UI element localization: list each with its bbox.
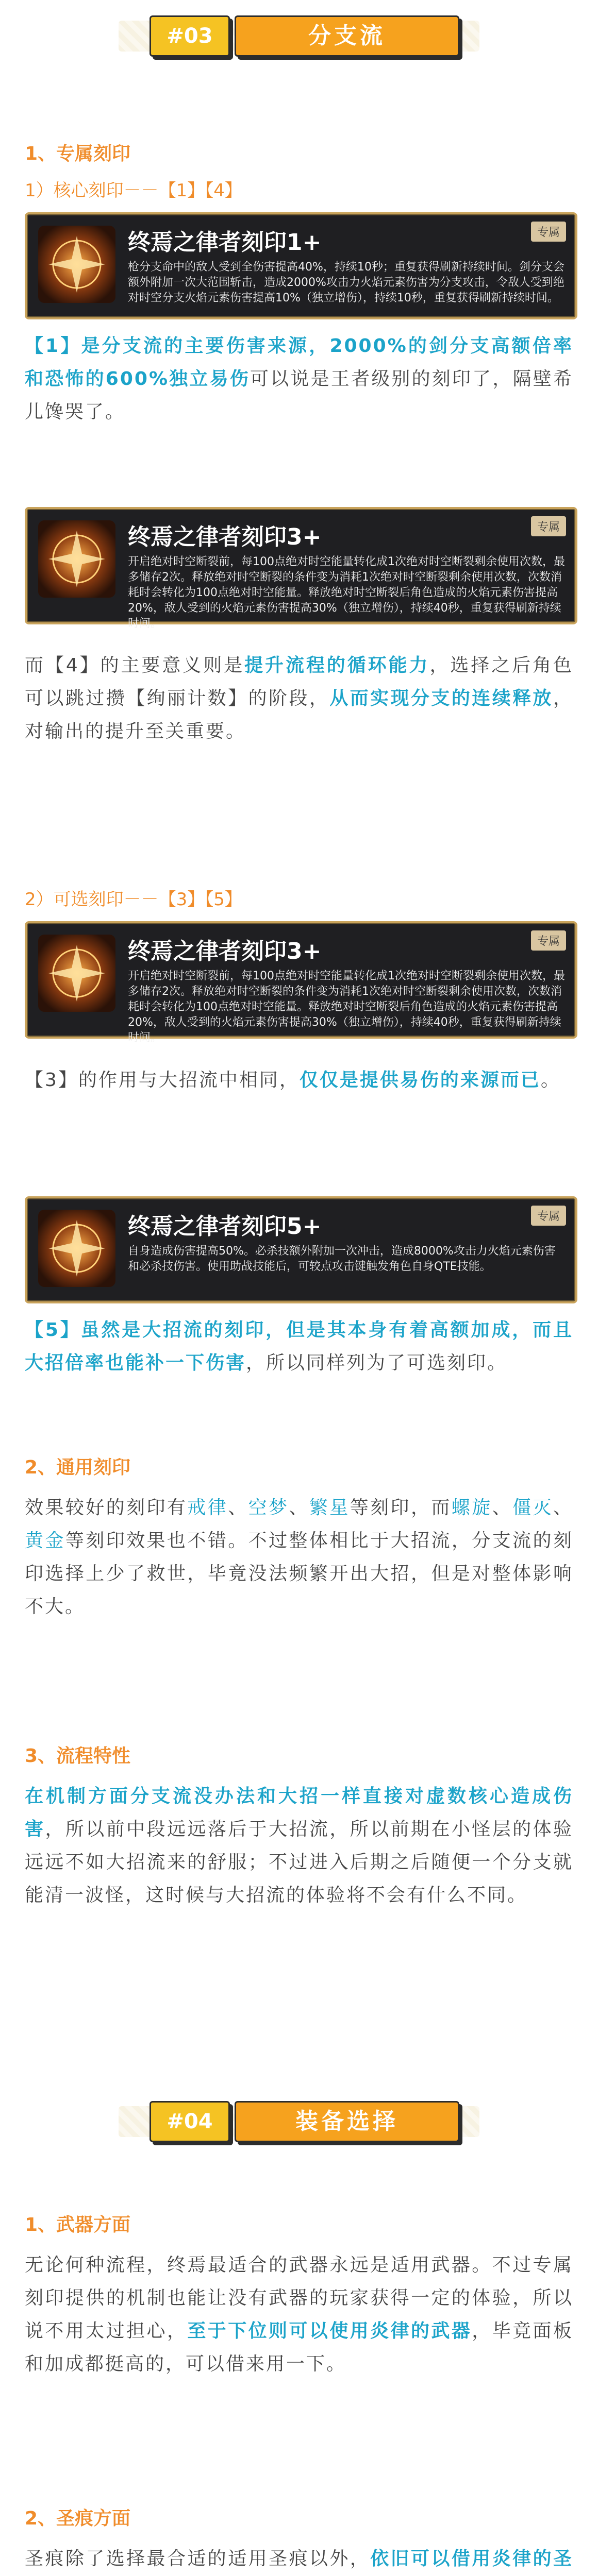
body-text: 圣痕除了选择最合适的适用圣痕以外， — [25, 2548, 371, 2569]
body-text: ，选择之后角色可以跳过攒【绚丽计数】的阶段， — [25, 655, 573, 709]
highlight-text: 而且大招倍率也能补一下伤害 — [25, 1319, 573, 1374]
body-text: 等刻印，而 — [350, 1497, 452, 1518]
body-text: ，对输出的提升至关重要。 — [25, 688, 573, 742]
body-text: ，所以前中段远远落后于大招流，所以前期在小怪层的体验远远不如大招流来的舒服；不过进入后期之后随便一个分支就能清一波怪，这时候与大招流的体验将不会有什么不同。 — [25, 1819, 573, 1906]
paragraph-stigma-1 — [25, 330, 573, 429]
exclusive-badge: 专属 — [531, 930, 566, 951]
highlight-text: 依旧可以借用炎律的圣 — [370, 2548, 573, 2569]
card-title: 终焉之律者刻印1+ — [128, 229, 322, 256]
highlight-text: 从而实现分支的连续释放 — [329, 688, 553, 709]
stigma-name: 僵灭 — [512, 1497, 553, 1518]
highlight-text: 【5】虽然是大招流的刻印，但是其本身有着高额加成， — [25, 1319, 533, 1341]
highlight-text: 提升流程的循环能力 — [244, 655, 430, 676]
card-description: 自身造成伤害提高50%。必杀技额外附加一次冲击，造成8000%攻击力火焰元素伤害和必杀技伤害。使用助战技能后，可较点攻击键触发角色自身QTE技能。 — [128, 1245, 556, 1273]
body-text: 、 — [228, 1497, 248, 1518]
subheading-optional-stigma: 2）可选刻印－－【3】【5】 — [25, 889, 242, 910]
section-title: 分支流 — [235, 15, 459, 57]
stigma-name: 黄金 — [25, 1530, 65, 1551]
body-text: 效果较好的刻印有 — [25, 1497, 188, 1518]
flame-sigil-icon — [38, 935, 115, 1012]
body-text: 可以说是王者级别的刻印了，隔壁希儿馋哭了。 — [25, 368, 573, 422]
body-text: 、 — [553, 1497, 573, 1518]
body-text: 等刻印效果也不错。不过整体相比于大招流，分支流的刻印选择上少了救世，毕竟没法频繁开出大招，但是对整体影响不大。 — [25, 1530, 573, 1617]
section-banner-04 — [119, 2097, 479, 2146]
exclusive-badge: 专属 — [531, 1206, 566, 1226]
paragraph-stigma-equipment — [25, 2543, 573, 2576]
paragraph-stigma-4 — [25, 649, 573, 748]
heading-exclusive-stigma: 1、专属刻印 — [25, 143, 131, 164]
highlight-text: 在机制方面分支流没办法和大招一样直接对虚数核心造成伤害 — [25, 1786, 573, 1840]
paragraph-flow-feature — [25, 1780, 573, 1912]
paragraph-stigma-5 — [25, 1314, 573, 1380]
heading-stigma-equipment: 2、圣痕方面 — [25, 2508, 131, 2529]
paragraph-stigma-3 — [25, 1064, 573, 1097]
body-text: 。 — [540, 1070, 561, 1091]
stigma-name: 螺旋 — [451, 1497, 492, 1518]
exclusive-badge: 专属 — [531, 222, 566, 242]
card-title: 终焉之律者刻印5+ — [128, 1213, 322, 1240]
body-text: 【3】的作用与大招流中相同， — [25, 1070, 300, 1091]
stigma-name: 繁星 — [309, 1497, 350, 1518]
body-text: 而【4】的主要意义则是 — [25, 655, 245, 676]
highlight-text: 【1】是分支流的主要伤害来源，2000%的剑分支高额倍率和恐怖的 — [25, 335, 573, 389]
section-banner-03 — [119, 11, 479, 61]
body-text: 无论何种流程，终焉最适合的武器永远是适用武器。不过专属刻印提供的机制也能让没有武器的玩家获得一定的体验，所以说不用太过担心， — [25, 2255, 573, 2342]
stigma-name: 空梦 — [248, 1497, 289, 1518]
heading-flow-feature: 3、流程特性 — [25, 1745, 131, 1767]
section-number: #03 — [150, 15, 230, 57]
body-text: 、 — [289, 1497, 309, 1518]
card-title: 终焉之律者刻印3+ — [128, 938, 322, 964]
flame-sigil-icon — [38, 226, 115, 303]
highlight-text: 至于下位则可以使用炎律的武器 — [187, 2320, 472, 2342]
section-title: 装备选择 — [235, 2101, 459, 2142]
highlight-text: 仅仅是提供易伤的来源而已 — [299, 1070, 541, 1091]
card-description: 枪分支命中的敌人受到全伤害提高40%，持续10秒；重复获得刷新持续时间。剑分支会额外附加一次大范围斩击，造成2000%攻击力火焰元素伤害为分支攻击，令敌人受到绝对时空分支火焰元素伤害提高10%（独立增伤），持续10秒，重复获得刷新持续时间。 — [128, 261, 564, 304]
card-description: 开启绝对时空断裂前，每100点绝对时空能量转化成1次绝对时空断裂剩余使用次数，最多储存2次。释放绝对时空断裂的条件变为消耗1次绝对时空断裂剩余使用次数，次数消耗时会转化为100点绝对时空能量。释放绝对时空断裂后角色造成的火焰元素伤害提高20%，敌人受到的火焰元素伤害提高30%（独立增伤），持续40秒，重复获得刷新持续时间。 — [128, 555, 565, 630]
flame-sigil-icon — [38, 1210, 115, 1287]
paragraph-general-stigma — [25, 1492, 573, 1623]
subheading-core-stigma: 1）核心刻印－－【1】【4】 — [25, 180, 242, 201]
skill-card-4 — [25, 1196, 577, 1303]
flame-sigil-icon — [38, 520, 115, 598]
skill-card-3 — [25, 921, 577, 1044]
stigma-name: 戒律 — [187, 1497, 228, 1518]
card-description: 开启绝对时空断裂前，每100点绝对时空能量转化成1次绝对时空断裂剩余使用次数，最多储存2次。释放绝对时空断裂的条件变为消耗1次绝对时空断裂剩余使用次数，次数消耗时会转化为100点绝对时空能量。释放绝对时空断裂后角色造成的火焰元素伤害提高20%，敌人受到的火焰元素伤害提高30%（独立增伤），持续40秒，重复获得刷新持续时间。 — [128, 970, 565, 1044]
skill-card-2 — [25, 507, 577, 630]
body-text: 、 — [492, 1497, 513, 1518]
paragraph-weapon — [25, 2249, 573, 2381]
heading-general-stigma: 2、通用刻印 — [25, 1457, 131, 1478]
exclusive-badge: 专属 — [531, 516, 566, 536]
card-title: 终焉之律者刻印3+ — [128, 524, 322, 550]
body-text: ，毕竟面板和加成都挺高的，可以借来用一下。 — [25, 2320, 573, 2375]
body-text: ，所以同样列为了可选刻印。 — [246, 1352, 508, 1374]
skill-card-1 — [25, 212, 577, 319]
highlight-text: 600%独立易伤 — [105, 368, 251, 389]
heading-weapon: 1、武器方面 — [25, 2214, 131, 2235]
section-number: #04 — [150, 2101, 230, 2142]
